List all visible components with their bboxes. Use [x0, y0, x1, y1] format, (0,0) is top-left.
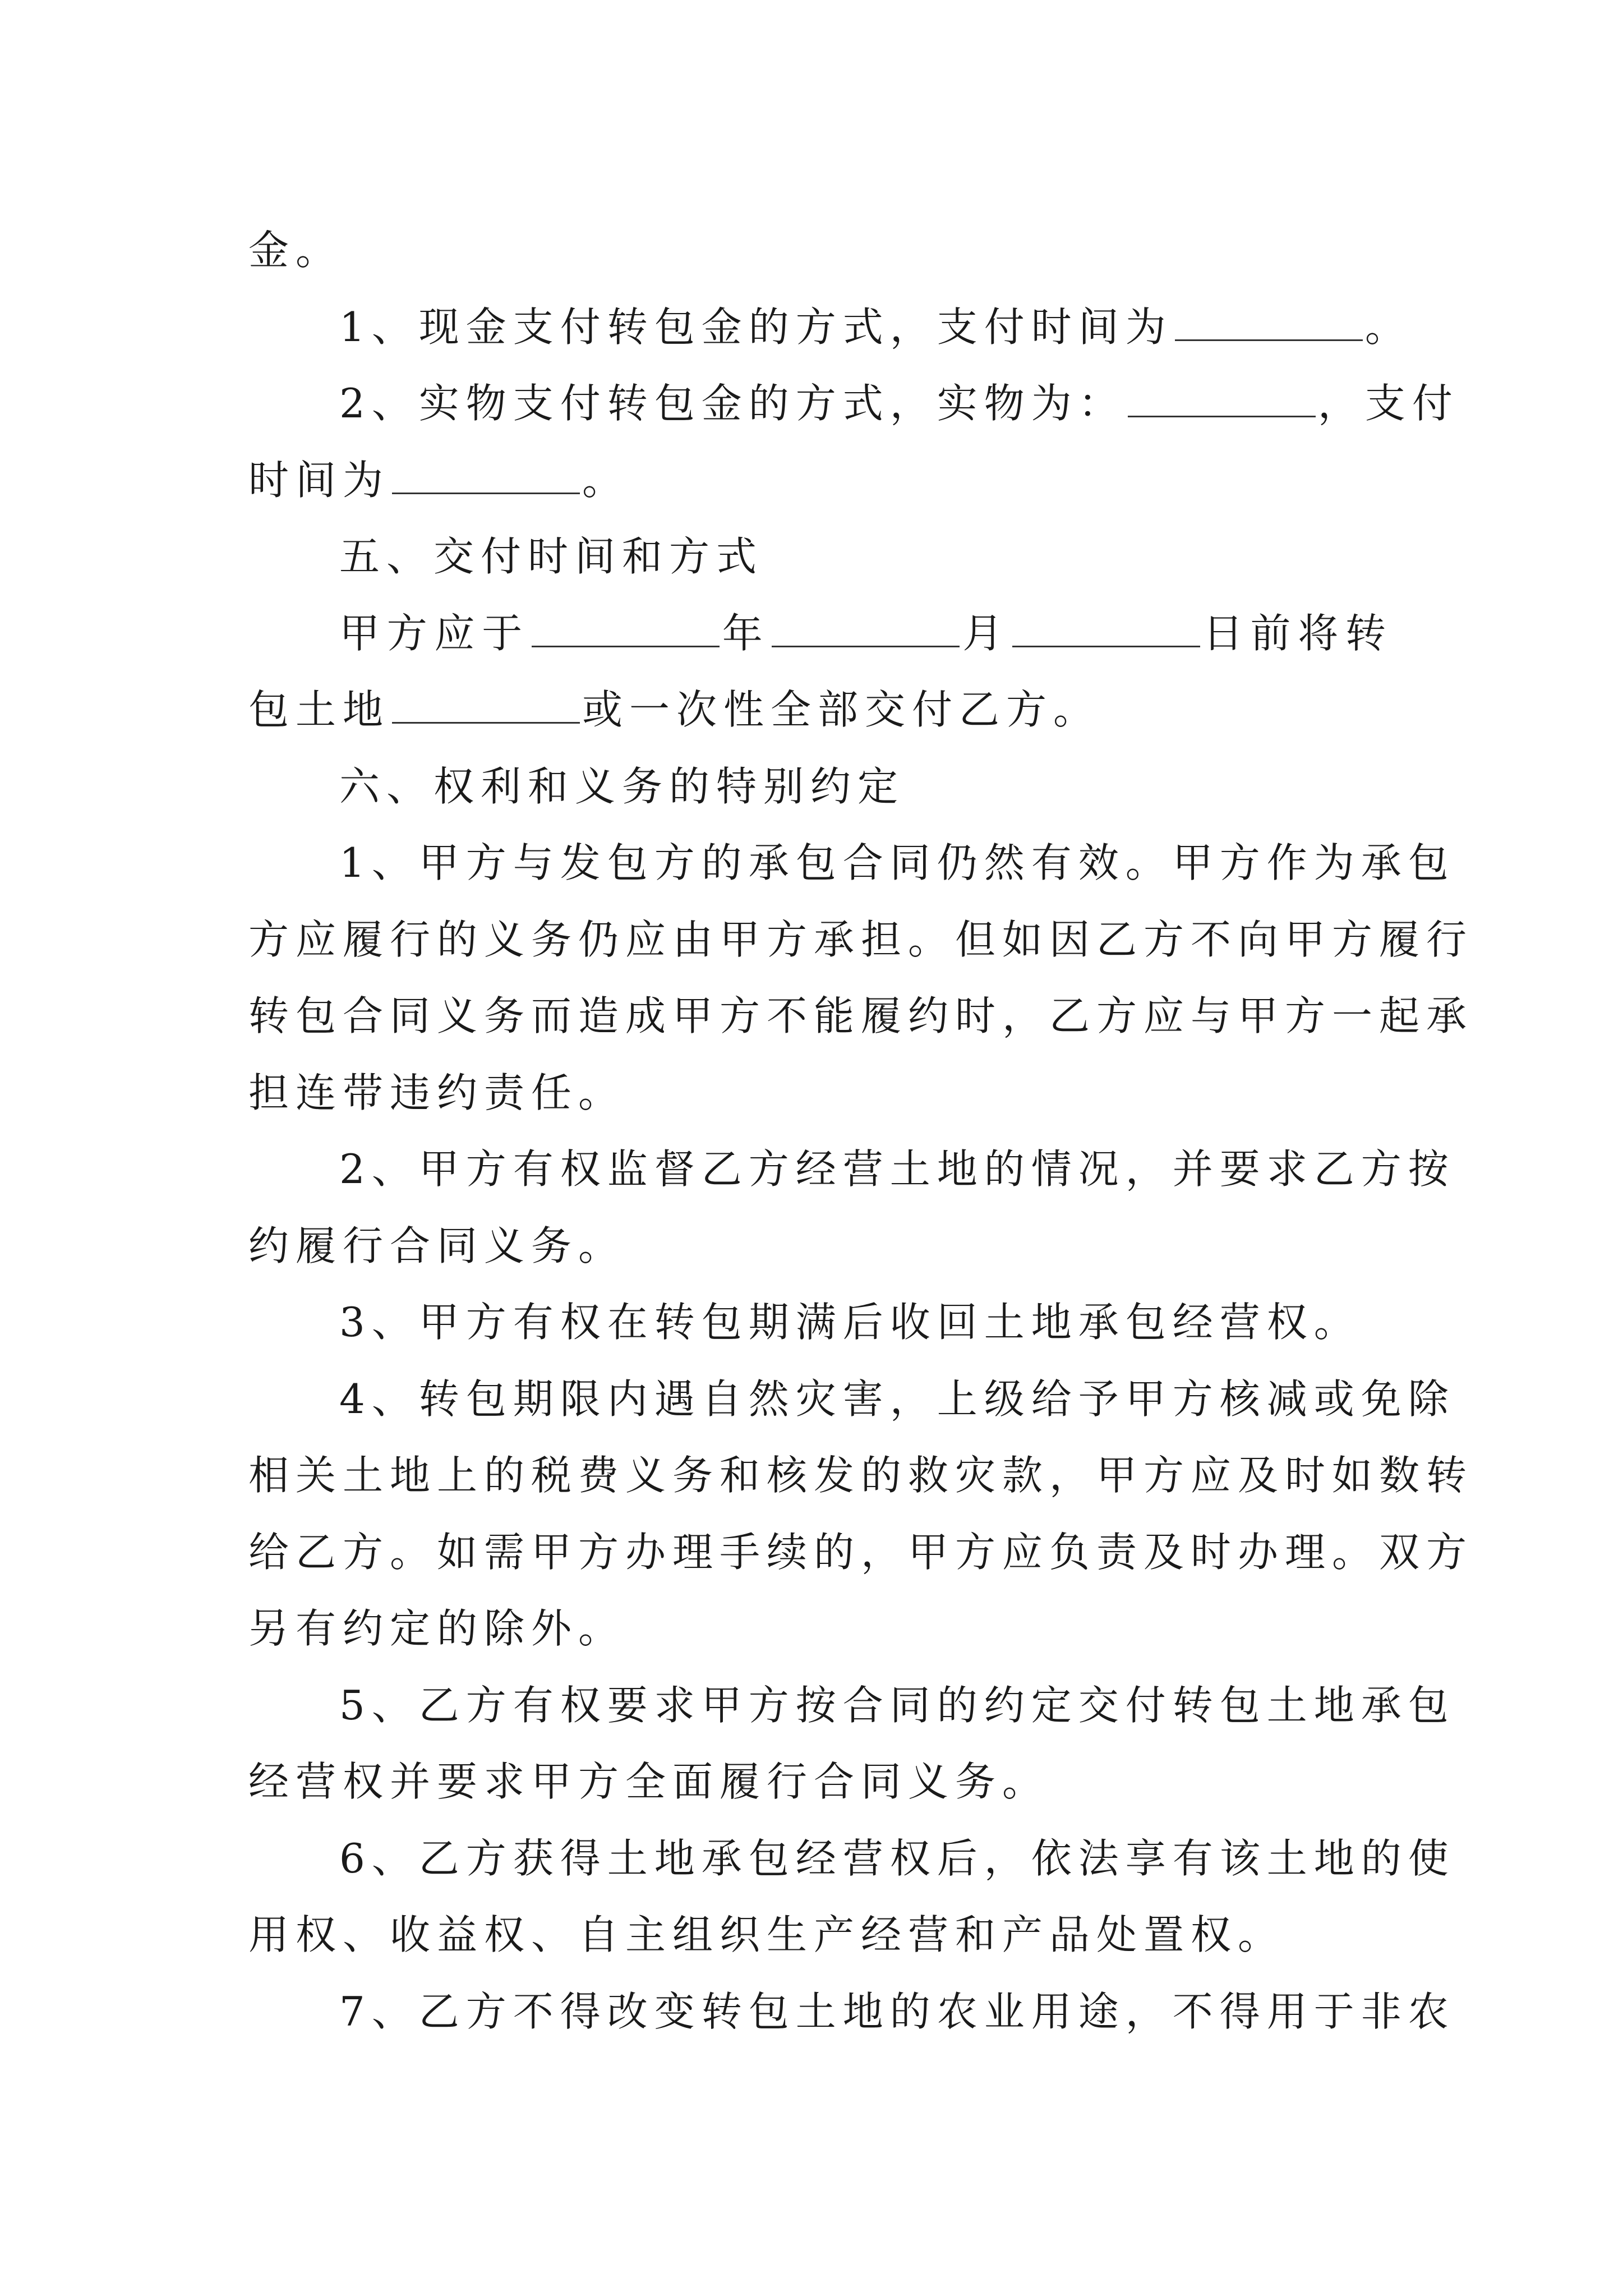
text-line-3	[248, 365, 1459, 442]
text-line-1	[248, 212, 1393, 289]
text-line-17	[248, 1437, 1474, 1514]
text-segment: 年	[721, 609, 770, 657]
text-segment: 方应履行的义务仍应由甲方承担。但如因乙方不向甲方履行	[248, 915, 1474, 963]
text-line-21	[248, 1743, 1393, 1820]
text-line-2	[248, 289, 1412, 366]
text-segment: 4、转包期限内遇自然灾害，上级给予甲方核减或免除	[339, 1375, 1455, 1423]
text-line-20	[248, 1667, 1455, 1744]
text-segment: 时间为	[248, 456, 390, 504]
text-segment: 7、乙方不得改变转包土地的农业用途，不得用于非农	[339, 1987, 1455, 2035]
text-segment: 2、甲方有权监督乙方经营土地的情况，并要求乙方按	[339, 1145, 1455, 1193]
text-segment: 金。	[248, 227, 343, 274]
text-line-24	[248, 1973, 1455, 2050]
text-segment: 或一次性全部交付乙方。	[582, 686, 1101, 733]
section-heading: 六、权利和义务的特别约定	[339, 762, 905, 810]
text-segment: 3、甲方有权在转包期满后收回土地承包经营权。	[339, 1299, 1361, 1346]
text-line-7	[248, 671, 1393, 748]
text-line-14	[248, 1208, 1393, 1285]
section-heading: 五、交付时间和方式	[339, 533, 764, 580]
text-segment: 约履行合同义务。	[248, 1222, 626, 1269]
text-line-18	[248, 1514, 1474, 1591]
text-segment: 日前将转	[1202, 609, 1393, 657]
text-segment: 5、乙方有权要求甲方按合同的约定交付转包土地承包	[339, 1681, 1455, 1729]
text-line-9	[248, 825, 1455, 901]
text-line-22	[248, 1820, 1455, 1897]
blank-underline	[392, 686, 580, 724]
text-segment: 2、实物支付转包金的方式，实物为：	[339, 380, 1126, 427]
document-body	[248, 212, 1474, 2050]
blank-underline	[532, 610, 720, 647]
blank-underline	[1128, 380, 1316, 417]
text-segment: 甲方应于	[339, 609, 529, 657]
text-segment: 。	[582, 456, 630, 504]
text-segment: 另有约定的除外。	[248, 1605, 626, 1652]
section-heading-6	[248, 748, 1393, 825]
text-segment: 。	[1364, 303, 1412, 351]
text-segment: 1、现金支付转包金的方式，支付时间为	[339, 303, 1173, 351]
text-line-6	[248, 595, 1393, 672]
blank-underline	[1012, 610, 1200, 647]
section-heading-5	[248, 518, 1393, 595]
text-segment: 经营权并要求甲方全面履行合同义务。	[248, 1758, 1050, 1805]
text-segment: 转包合同义务而造成甲方不能履约时，乙方应与甲方一起承	[248, 992, 1474, 1039]
text-segment: 月	[962, 609, 1010, 657]
blank-underline	[1175, 303, 1363, 341]
text-line-10	[248, 901, 1474, 978]
text-line-23	[248, 1897, 1393, 1973]
text-line-16	[248, 1361, 1455, 1438]
text-line-12	[248, 1055, 1393, 1131]
text-segment: 给乙方。如需甲方办理手续的，甲方应负责及时办理。双方	[248, 1528, 1474, 1576]
blank-underline	[392, 457, 580, 494]
text-segment: 包土地	[248, 686, 390, 733]
text-segment: 用权、收益权、自主组织生产经营和产品处置权。	[248, 1911, 1285, 1958]
blank-underline	[772, 610, 960, 647]
text-segment: 相关土地上的税费义务和核发的救灾款，甲方应及时如数转	[248, 1452, 1474, 1499]
text-segment: 6、乙方获得土地承包经营权后，依法享有该土地的使	[339, 1834, 1455, 1882]
text-line-13	[248, 1131, 1455, 1208]
text-line-4	[248, 442, 1393, 519]
text-segment: 担连带违约责任。	[248, 1069, 626, 1116]
text-segment: 1、甲方与发包方的承包合同仍然有效。甲方作为承包	[339, 839, 1455, 886]
text-segment: ，支付	[1317, 380, 1459, 427]
text-line-19	[248, 1590, 1393, 1667]
text-line-15	[248, 1284, 1393, 1361]
text-line-11	[248, 978, 1474, 1055]
